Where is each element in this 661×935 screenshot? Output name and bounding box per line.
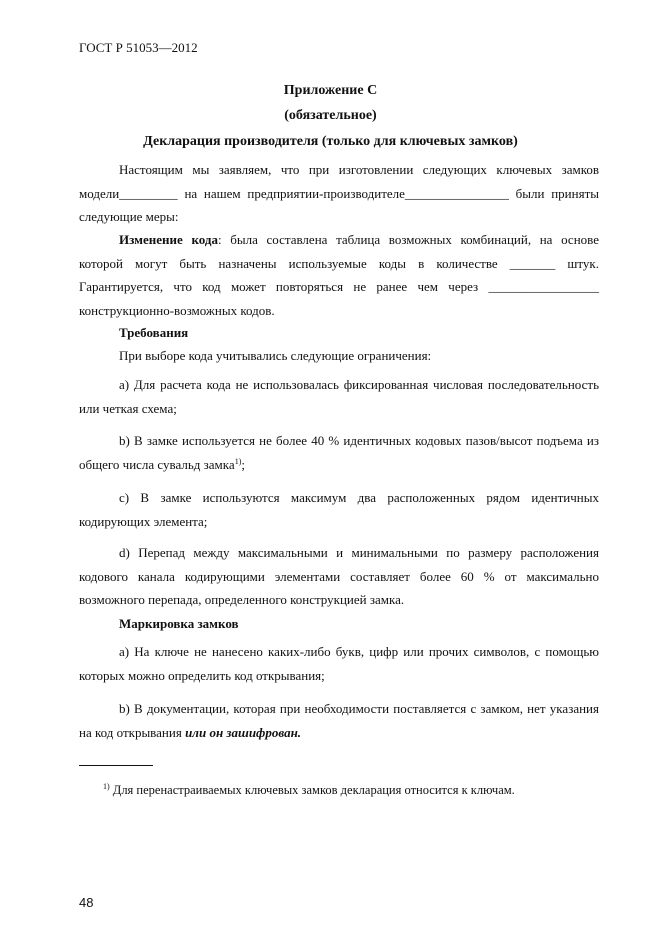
code-change-text: : была составлена таблица возможных комбинаций, на основе которой могут быть назначены используемые коды в количестве _______ штук. Гарантируется, что код может повторяться не ранее чем через _________________ конструкционно-возможных кодов. [79,232,599,318]
code-change-paragraph [79,228,599,322]
requirement-item-d: d) Перепад между максимальными и минимальными по размеру расположения кодового канала кодирующими элементами составляет более 60 % от максимально возможного перепада, определенного конструкцией замка. [79,545,599,607]
marking-item-b: b) В документации, которая при необходимости поставляется с замком, нет указания на код открывания или он зашифрован. [79,701,599,740]
marking-item-a: а) На ключе не нанесено каких-либо букв, цифр или прочих символов, с помощью которых можно определить код открывания; [79,644,599,683]
appendix-title: Приложение С [283,83,378,98]
document-header: ГОСТ Р 51053—2012 [79,40,198,55]
appendix-heading: Декларация производителя (только для ключевых замков) [143,134,518,149]
footnote-text: Для перенастраиваемых ключевых замков декларация относится к ключам. [109,783,515,797]
appendix-status: (обязательное) [284,108,377,123]
requirement-item-c: c) В замке используются максимум два расположенных рядом идентичных кодирующих элемента; [79,490,599,529]
page-number: 48 [79,895,94,910]
footnote-divider [79,765,153,766]
requirements-intro: При выборе кода учитывались следующие ограничения: [119,348,432,363]
marking-item-b-emphasis: или он зашифрован. [185,724,302,740]
requirement-item-b: b) В замке используется не более 40 % идентичных кодовых пазов/высот подъема из общего числа сувальд замка$^{1)}$; [79,433,599,472]
intro-paragraph: Настоящим мы заявляем, что при изготовлении следующих ключевых замков модели_________ на нашем предприятии-производителе________________ были приняты следующие меры: [79,162,599,224]
code-change-label: Изменение кода [119,232,218,247]
footnote-marker: 1) [103,782,110,791]
requirement-item-a: а) Для расчета кода не использовалась фиксированная числовая последовательность или четкая схема; [79,377,599,416]
footnote [103,783,515,798]
marking-title: Маркировка замков [119,616,239,631]
requirements-title: Требования [119,325,189,340]
footnote-reference: 1) [234,456,242,466]
